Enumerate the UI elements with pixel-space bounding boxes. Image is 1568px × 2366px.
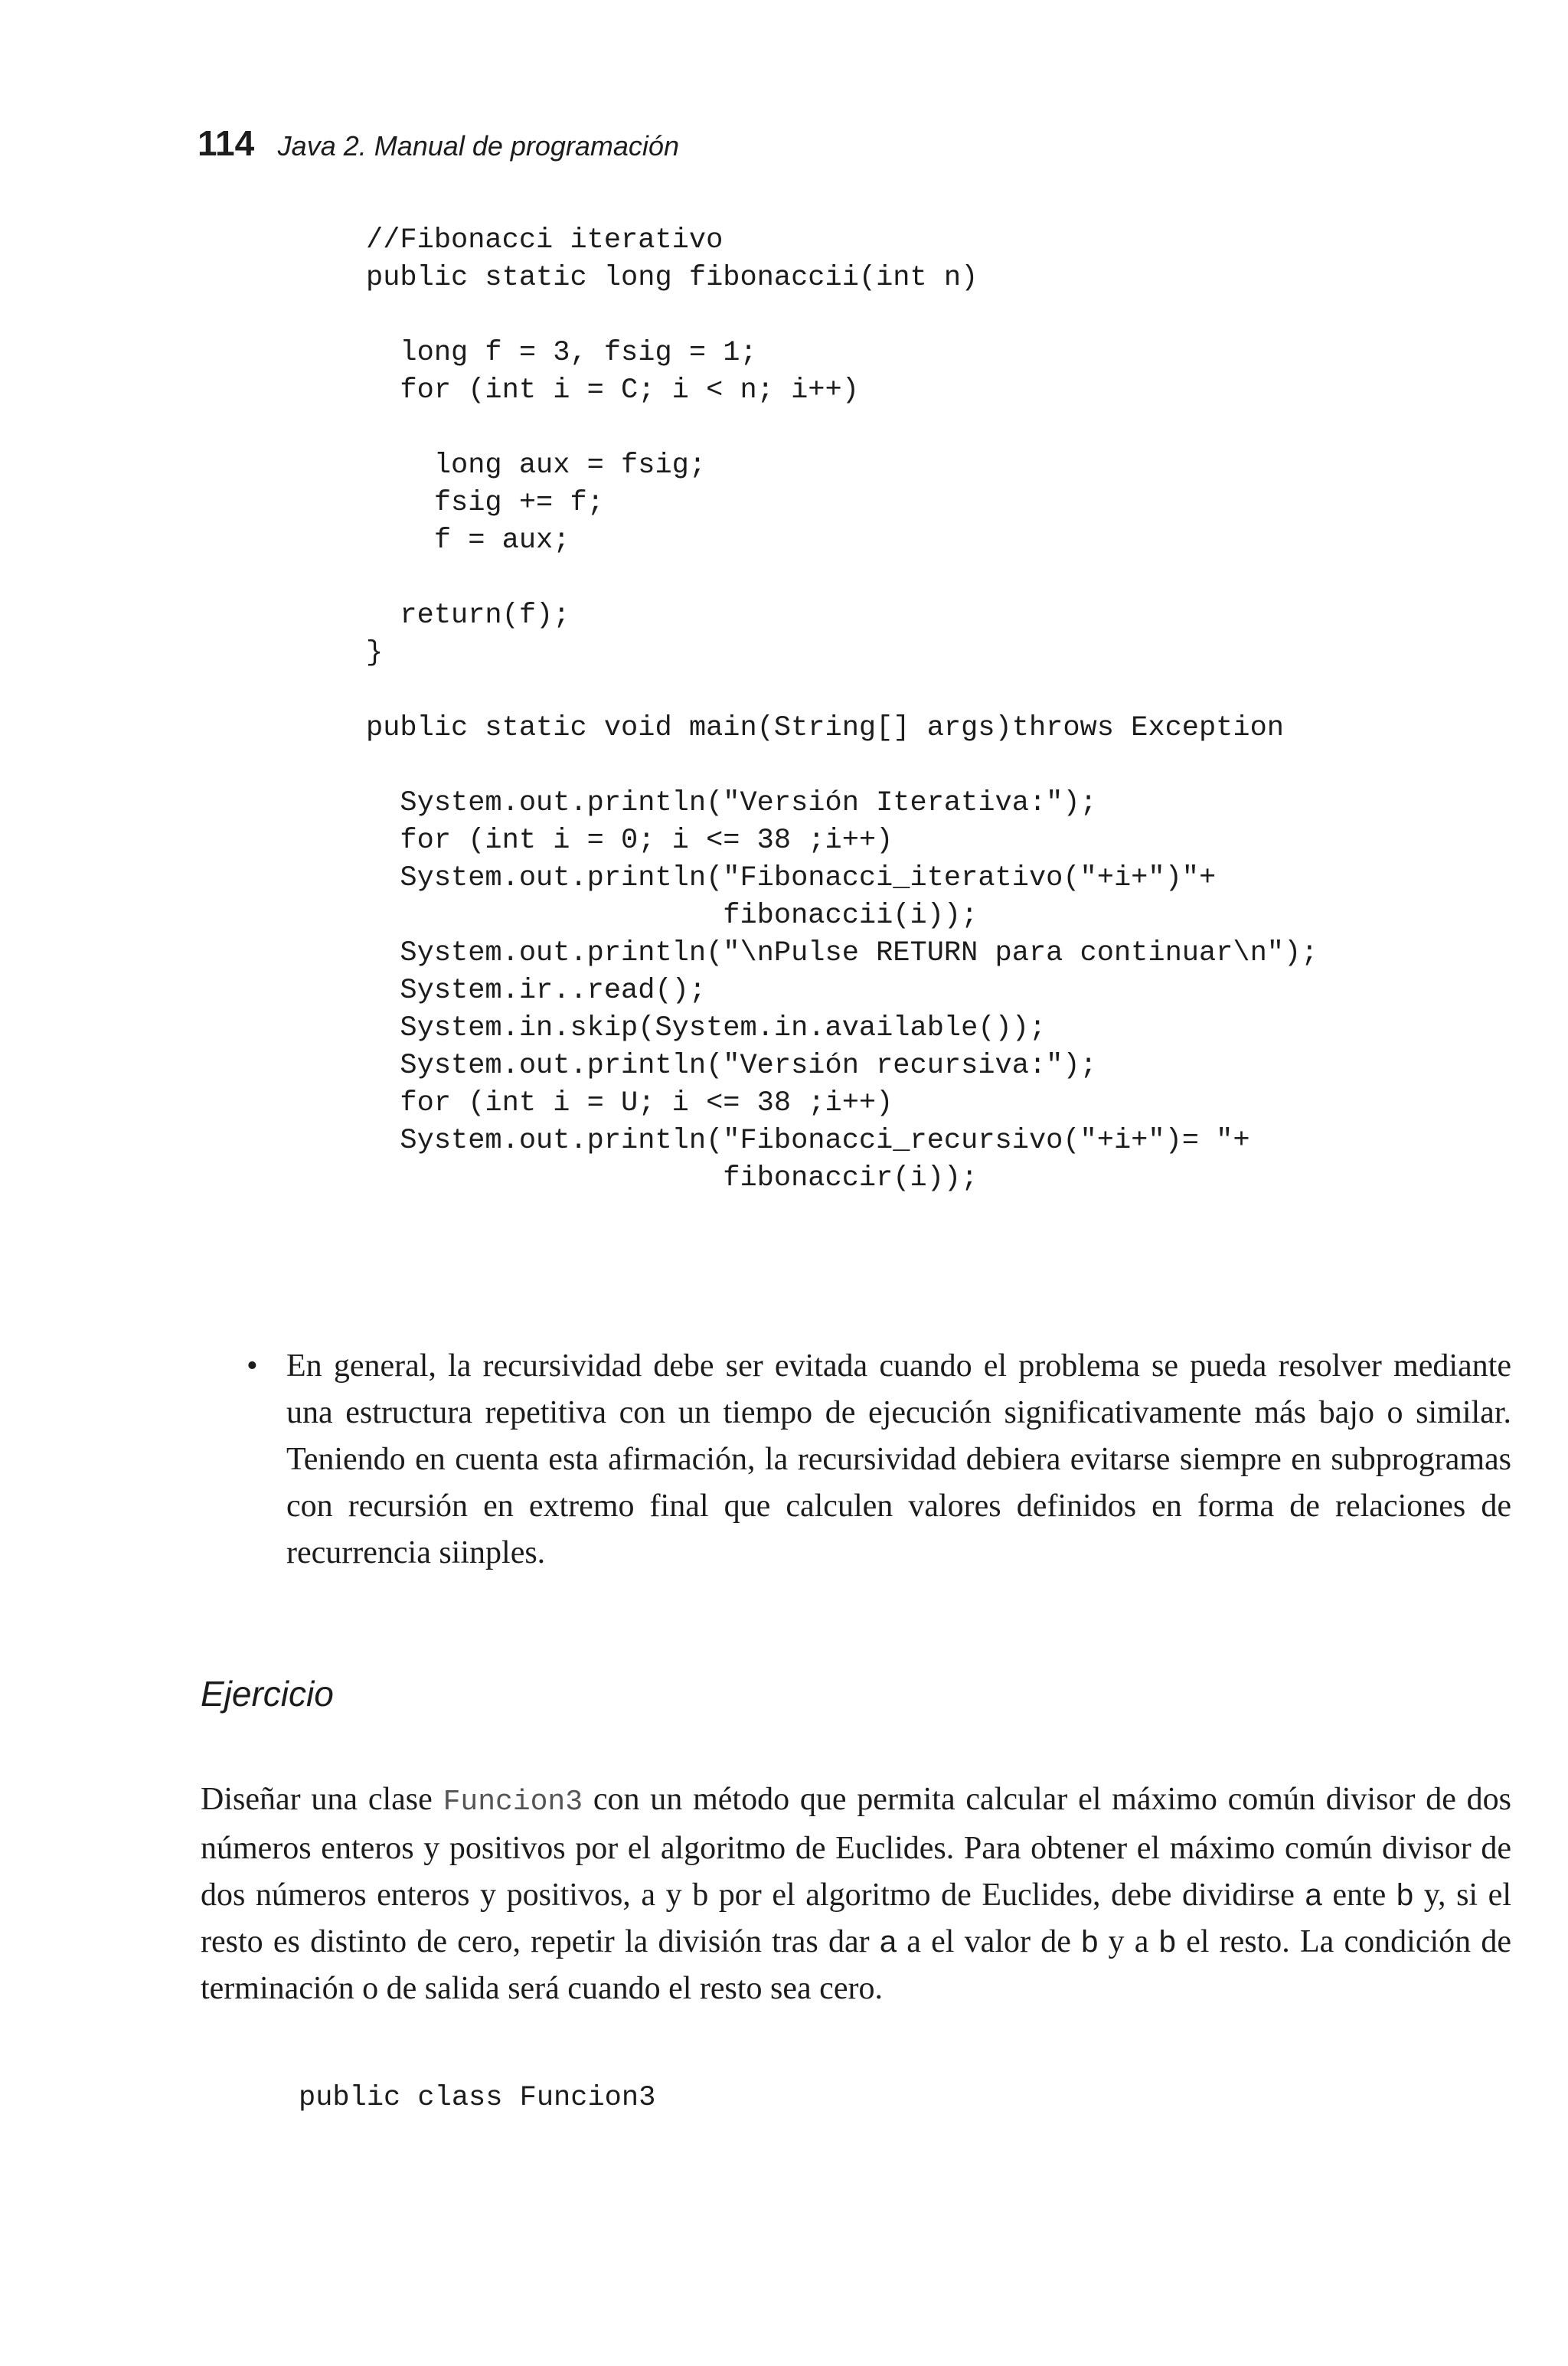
paragraph-text: Diseñar una clase [201, 1782, 443, 1817]
code-line: return(f); [366, 600, 570, 632]
code-line [366, 672, 1318, 710]
code-block-fibonacci [366, 222, 1318, 1198]
variable-a: a [1305, 1878, 1322, 1912]
code-line: } [366, 637, 384, 669]
code-block-class [299, 2080, 655, 2117]
variable-a: a [879, 1925, 897, 1959]
code-line: //Fibonacci iterativo [366, 224, 724, 257]
book-title: Java 2. Manual de programación [277, 130, 679, 162]
code-line [366, 297, 1318, 335]
code-line: System.out.println("Versión Iterativa:"); [366, 787, 1097, 819]
code-line: for (int i = 0; i <= 38 ;i++) [366, 825, 893, 857]
code-line: public static void main(String[] args)throws Exception [366, 712, 1284, 744]
inline-class-name: Funcion3 [443, 1786, 583, 1819]
paragraph-text: ente [1321, 1877, 1396, 1913]
code-line: for (int i = U; i <= 38 ;i++) [366, 1087, 893, 1119]
bullet-paragraph: En general, la recursividad debe ser evitada cuando el problema se pueda resolver mediante una estructura repetitiva con un tiempo de ejecución significativamente más bajo o similar. Teniendo en cuenta esta afirmación, la recursividad debiera evitarse siempre en subprogramas con recursión en extremo final que calculen valores definidos en forma de relaciones de recurrencia siinples. [286, 1348, 1511, 1570]
variable-b: b [1396, 1878, 1414, 1912]
paragraph-text: y, si el resto es distinto de cero, repetir la división tras dar [201, 1877, 1511, 1959]
code-line: fibonaccir(i)); [366, 1162, 978, 1194]
variable-b: b [1081, 1925, 1099, 1959]
code-line: System.out.println("Fibonacci_iterativo("+i+")"+ [366, 862, 1217, 894]
code-line [366, 410, 1318, 447]
code-line: f = aux; [366, 525, 570, 557]
code-line: long f = 3, fsig = 1; [366, 337, 757, 369]
code-line: System.in.skip(System.in.available()); [366, 1012, 1047, 1044]
code-line: public static long fibonaccii(int n) [366, 262, 978, 294]
exercise-paragraph [201, 1776, 1511, 2012]
paragraph-text: con un método que permita calcular el máximo común divisor de dos números enteros y positivos por el algoritmo de Euclides. Para obtener el máximo común divisor de dos números enteros y positivos, a y b por el algoritmo de Euclides, debe dividirse [201, 1782, 1512, 1913]
page-header [198, 123, 679, 164]
paragraph-text: a el valor de [897, 1924, 1082, 1959]
variable-b: b [1158, 1925, 1176, 1959]
section-heading: Ejercicio [201, 1674, 334, 1714]
page-number: 114 [198, 123, 255, 163]
code-line: fibonaccii(i)); [366, 900, 978, 932]
code-line: for (int i = C; i < n; i++) [366, 374, 859, 407]
code-line [366, 560, 1318, 597]
code-line: public class Funcion3 [299, 2082, 656, 2114]
paragraph-text: el resto. La condición de terminación o de salida será cuando el resto sea cero. [201, 1924, 1511, 2006]
bullet-symbol: • [247, 1348, 258, 1384]
code-line: System.out.println("\nPulse RETURN para continuar\n"); [366, 937, 1318, 969]
code-line: System.ir..read(); [366, 975, 707, 1007]
code-line: System.out.println("Fibonacci_recursivo("+i+")= "+ [366, 1125, 1250, 1157]
paragraph-text: y a [1098, 1924, 1159, 1959]
code-line: fsig += f; [366, 487, 604, 519]
code-line: long aux = fsig; [366, 449, 707, 482]
code-line [366, 747, 1318, 785]
code-line: System.out.println("Versión recursiva:"); [366, 1050, 1097, 1082]
